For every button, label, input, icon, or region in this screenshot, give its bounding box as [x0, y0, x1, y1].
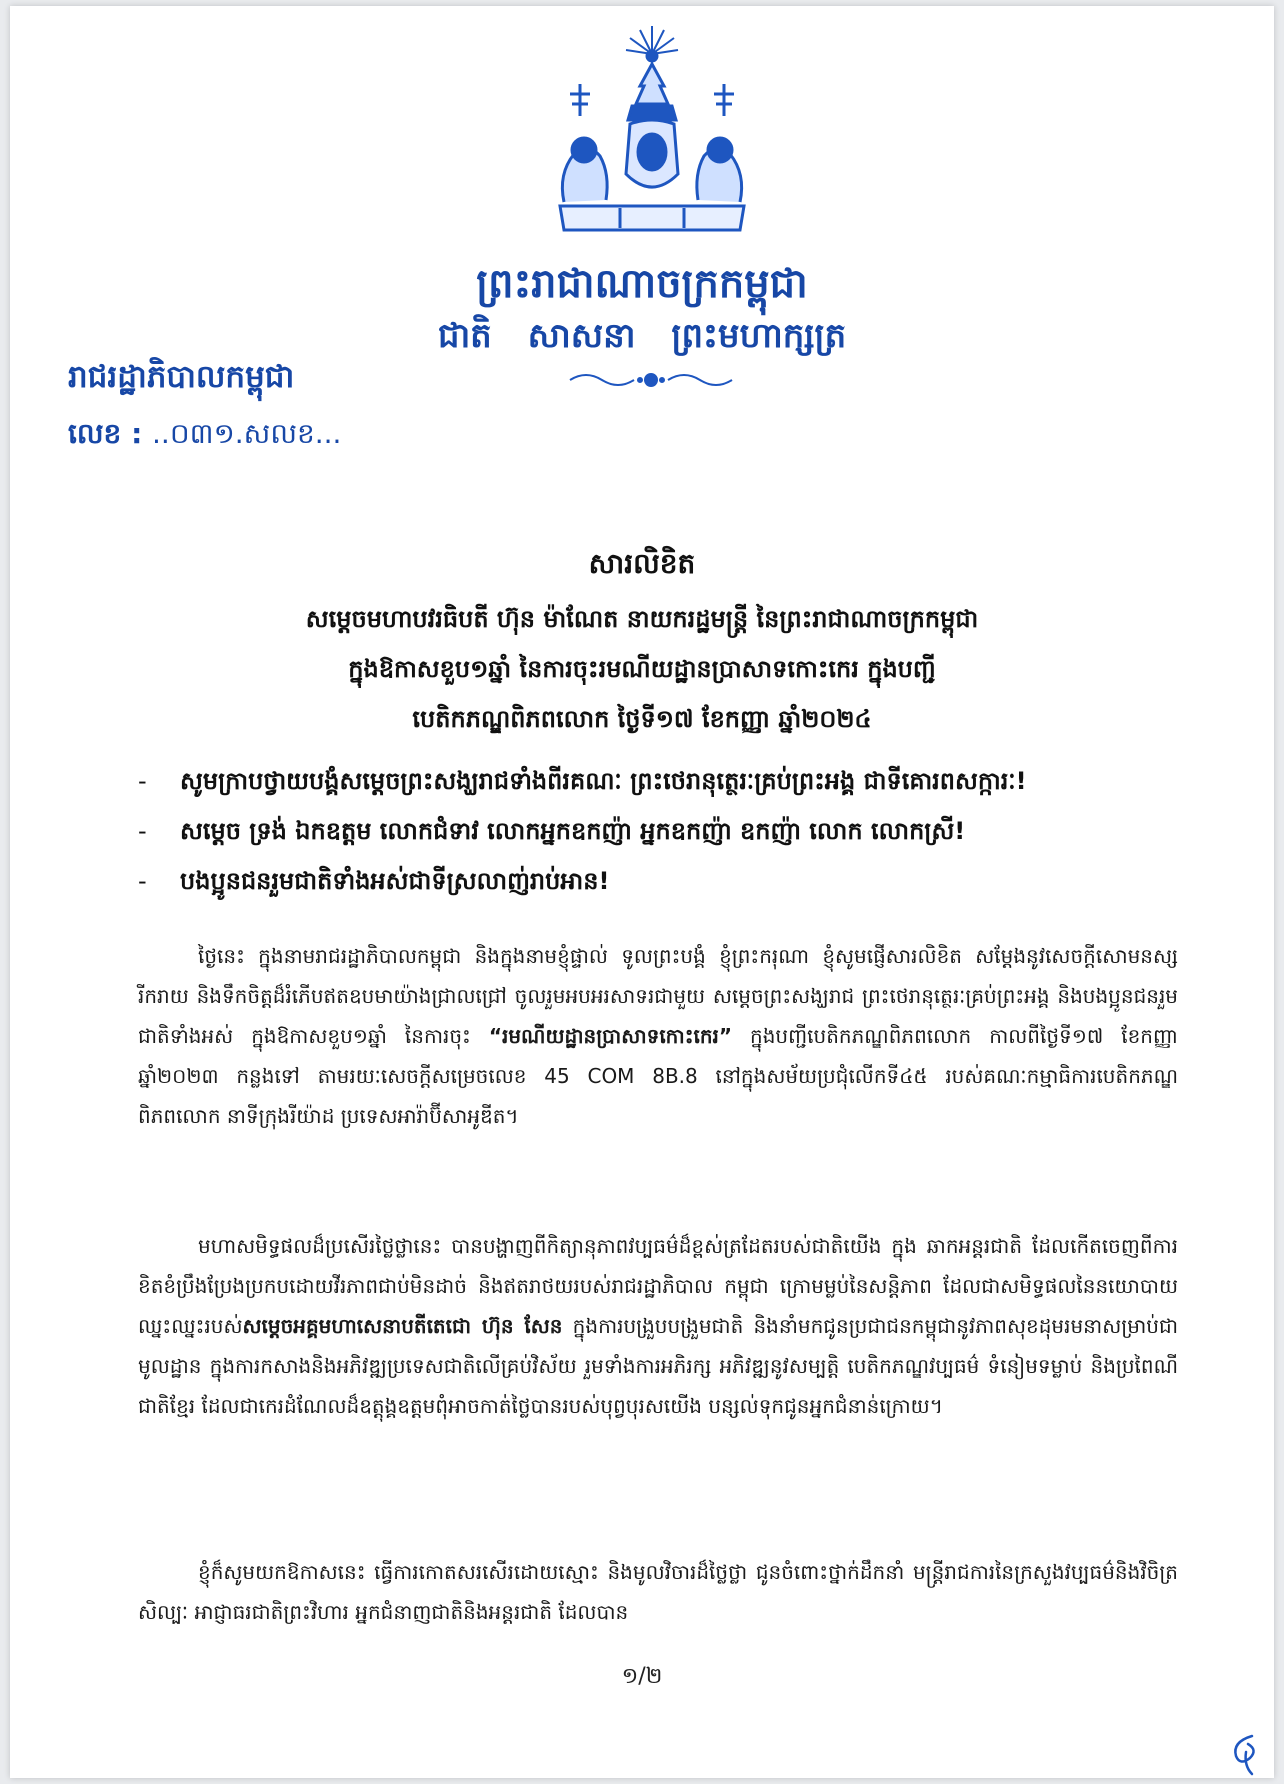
paragraph-2 — [138, 1226, 1178, 1426]
greeting-item: - បងប្អូនជនរួមជាតិទាំងអស់ជាទីស្រលាញ់រាប់អាន! — [138, 867, 610, 895]
paragraph-text: ខ្ញុំក៏សូមយកឱកាសនេះ ធ្វើការកោតសរសើរដោយស្មោះ និងមូលវិចារដ៏ថ្លៃថ្លា ជូនចំពោះថ្នាក់ដឹកនាំ មន្ត្រីរាជការនៃក្រសួងវប្បធម៌និងវិចិត្រសិល្បៈ អាជ្ញាធរជាតិព្រះវិហារ អ្នកជំនាញជាតិនិងអន្តរជាតិ ដែលបាន — [138, 1560, 1178, 1624]
paragraph-3 — [138, 1552, 1178, 1632]
reference-number — [68, 416, 341, 457]
paragraph-text: ថ្ងៃនេះ ក្នុងនាមរាជរដ្ឋាភិបាលកម្ពុជា និងក្នុងនាមខ្ញុំផ្ទាល់ ទូលព្រះបង្គំ ខ្ញុំព្រះករុណា ខ្ញុំសូមផ្ញើសារលិខិត សម្តែងនូវសេចក្តីសោមនស្សរីករាយ និងទឹកចិត្តដ៏រំភើបឥតឧបមាយ៉ាងជ្រាលជ្រៅ ចូលរួមអបអរសាទរជាមួយ សម្តេចព្រះសង្ឃរាជ ព្រះថេរានុត្ថេរៈគ្រប់ព្រះអង្គ និងបងប្អូនជនរួមជាតិទាំងអស់ ក្នុងឱកាសខួប១ឆ្នាំ នៃការចុះ — [138, 944, 1178, 1048]
signature-initial — [1222, 1732, 1266, 1778]
national-motto: ជាតិ សាសនា ព្រះមហាក្សត្រ — [437, 316, 847, 356]
paragraph-text: ក្នុងការបង្រួបបង្រួមជាតិ និងនាំមកជូនប្រជាជនកម្ពុជានូវភាពសុខដុមរមនាសម្រាប់ជាមូលដ្ឋាន ក្នុងការកសាងនិងអភិវឌ្ឍប្រទេសជាតិលើគ្រប់វិស័យ រួមទាំងការអភិរក្ស អភិវឌ្ឍនូវសម្បត្តិ បេតិកភណ្ឌវប្បធម៌ ទំនៀមទម្លាប់ និងប្រពៃណីជាតិខ្មែរ ដែលជាកេរដំណែលដ៏ឧត្តុង្គឧត្តមពុំអាចកាត់ថ្លៃបានរបស់បុព្វបុរសយើង បន្សល់ទុកជូនអ្នកជំនាន់ក្រោយ។ — [138, 1314, 1178, 1418]
greeting-item: - សូមក្រាបថ្វាយបង្គំសម្តេចព្រះសង្ឃរាជទាំងពីរគណៈ ព្រះថេរានុត្ថេរៈគ្រប់ព្រះអង្គ ជាទីគោរពសក្ការៈ! — [138, 767, 1027, 795]
paragraph-text: មហាសមិទ្ធផលដ៏ប្រសើរថ្លៃថ្លានេះ បានបង្ហាញពីកិត្យានុភាពវប្បធម៌ដ៏ខ្ពស់ត្រដែតរបស់ជាតិយើង ក្នុង ឆាកអន្តរជាតិ ដែលកើតចេញពីការខិតខំប្រឹងប្រែងប្រកបដោយវីរភាពជាប់មិនដាច់ និងឥតរាថយរបស់រាជរដ្ឋាភិបាល កម្ពុជា ក្រោមម្លប់នៃសន្តិភាព ដែលជាសមិទ្ធផលនៃនយោបាយឈ្នះឈ្នះរបស់ — [138, 1234, 1178, 1338]
leader-name-bold: សម្តេចអគ្គមហាសេនាបតីតេជោ ហ៊ុន សែន — [242, 1314, 563, 1338]
kingdom-name: ព្រះរាជាណាចក្រកម្ពុជា — [476, 261, 808, 307]
royal-emblem — [540, 24, 764, 254]
document-page — [10, 6, 1274, 1778]
greeting-text: សូមក្រាបថ្វាយបង្គំសម្តេចព្រះសង្ឃរាជទាំងពីរគណៈ ព្រះថេរានុត្ថេរៈគ្រប់ព្រះអង្គ ជាទីគោរពសក្ការៈ! — [180, 767, 1027, 795]
paragraph-1 — [138, 936, 1178, 1136]
page-number: ១/២ — [621, 1664, 663, 1689]
paragraph-text: ក្នុងបញ្ជីបេតិកភណ្ឌពិភពលោក កាលពីថ្ងៃទី១៧ ខែកញ្ញា ឆ្នាំ២០២៣ កន្លងទៅ តាមរយៈសេចក្តីសម្រេចលេខ 45 COM 8B.8 នៅក្នុងសម័យប្រជុំលើកទី៤៥ របស់គណៈកម្មាធិការបេតិកភណ្ឌ ពិភពលោក នាទីក្រុងរីយ៉ាដ ប្រទេសអារ៉ាប៊ីសាអូឌីត។ — [138, 1024, 1178, 1128]
title-line-3: បេតិកភណ្ឌពិភពលោក ថ្ងៃទី១៧ ខែកញ្ញា ឆ្នាំ២០២៤ — [412, 705, 872, 733]
document-type: សារលិខិត — [588, 547, 696, 580]
greeting-text: សម្តេច ទ្រង់ ឯកឧត្តម លោកជំទាវ លោកអ្នកឧកញ៉ា អ្នកឧកញ៉ា ឧកញ៉ា លោក លោកស្រី! — [180, 817, 966, 845]
number-label: លេខ : — [68, 417, 143, 450]
ornament-divider — [566, 366, 736, 392]
number-value: ..០៣១.សលខ... — [152, 417, 342, 450]
title-line-1: សម្តេចមហាបវរធិបតី ហ៊ុន ម៉ាណែត នាយករដ្ឋមន្ត្រី នៃព្រះរាជាណាចក្រកម្ពុជា — [305, 605, 979, 633]
greeting-item: - សម្តេច ទ្រង់ ឯកឧត្តម លោកជំទាវ លោកអ្នកឧកញ៉ា អ្នកឧកញ៉ា ឧកញ៉ា លោក លោកស្រី! — [138, 817, 966, 845]
government-name: រាជរដ្ឋាភិបាលកម្ពុជា — [68, 359, 295, 395]
title-line-2: ក្នុងឱកាសខួប១ឆ្នាំ នៃការចុះរមណីយដ្ឋានប្រាសាទកោះកេរ ក្នុងបញ្ជី — [348, 655, 936, 683]
greeting-text: បងប្អូនជនរួមជាតិទាំងអស់ជាទីស្រលាញ់រាប់អាន! — [180, 867, 610, 895]
site-name-bold: “រមណីយដ្ឋានប្រាសាទកោះកេរ” — [488, 1024, 733, 1048]
